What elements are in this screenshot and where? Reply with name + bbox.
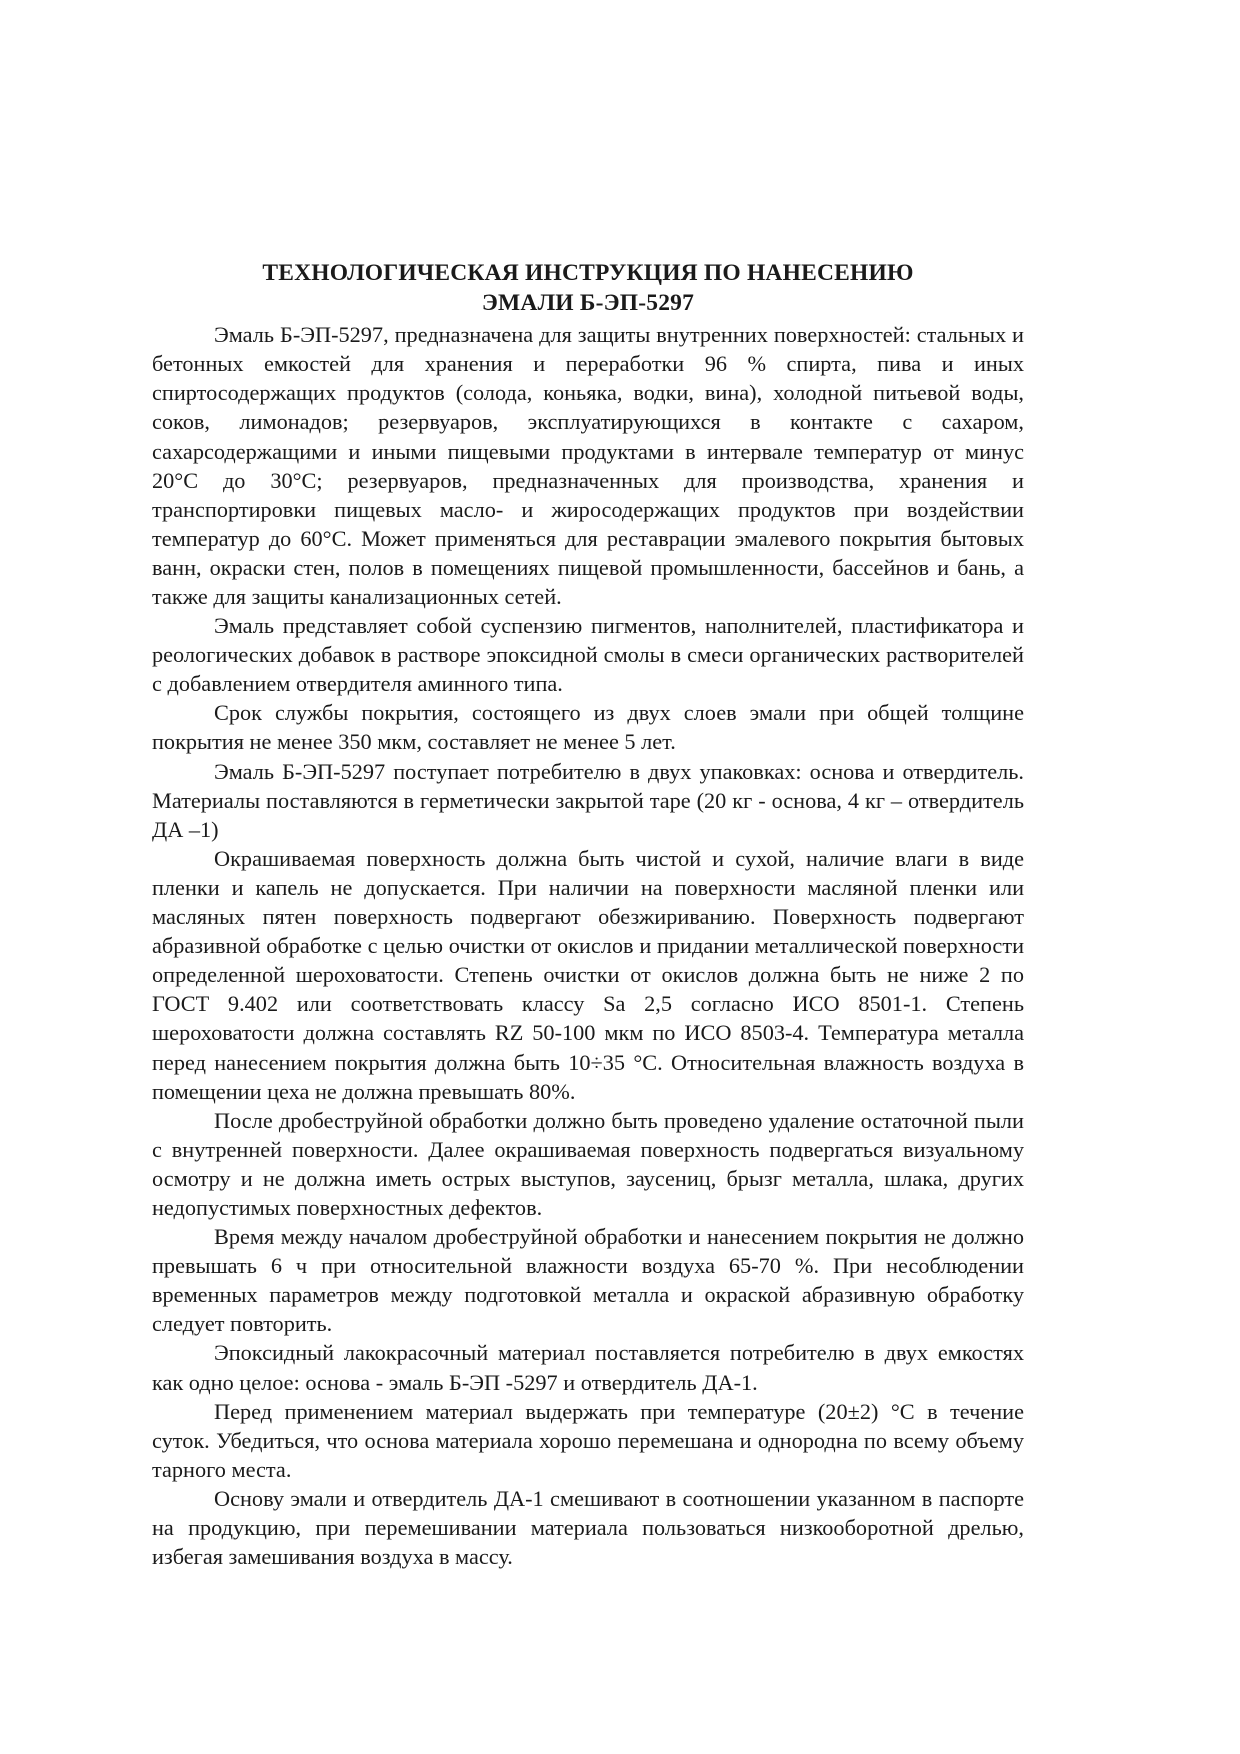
paragraph-2: Эмаль представляет собой суспензию пигментов, наполнителей, пластификатора и реологических добавок в растворе эпоксидной смолы в смеси органических растворителей с добавлением отвердителя аминного типа. (152, 613, 1024, 697)
paragraph-4: Эмаль Б-ЭП-5297 поступает потребителю в двух упаковках: основа и отвердитель. Материалы поставляются в герметически закрытой таре (20 кг - основа, 4 кг – отвердитель ДА –1) (152, 758, 1024, 842)
paragraph-7: Время между началом дробеструйной обработки и нанесением покрытия не должно превышать 6 ч при относительной влажности воздуха 65-70 %. При несоблюдении временных параметров между подготовкой металла и окраской абразивную обработку следует повторить. (152, 1224, 1024, 1337)
document-body (152, 258, 1024, 1571)
paragraph-9: Перед применением материал выдержать при температуре (20±2) °С в течение суток. Убедиться, что основа материала хорошо перемешана и однородна по всему объему тарного места. (152, 1398, 1024, 1482)
paragraph-8: Эпоксидный лакокрасочный материал поставляется потребителю в двух емкостях как одно целое: основа - эмаль Б-ЭП -5297 и отвердитель ДА-1. (152, 1340, 1024, 1395)
paragraph-1: Эмаль Б-ЭП-5297, предназначена для защиты внутренних поверхностей: стальных и бетонных емкостей для хранения и переработки 96 % спирта, пива и иных спиртосодержащих продуктов (солода, коньяка, водки, вина), холодной питьевой воды, соков, лимонадов; резервуаров, эксплуатирующихся в контакте с сахаром, сахарсодержащими и иными пищевыми продуктами в интервале температур от минус 20°С до 30°С; резервуаров, предназначенных для производства, хранения и транспортировки пищевых масло- и жиросодержащих продуктов при воздействии температур до 60°С. Может применяться для реставрации эмалевого покрытия бытовых ванн, окраски стен, полов в помещениях пищевой промышленности, бассейнов и бань, а также для защиты канализационных сетей. (152, 322, 1024, 609)
paragraph-6: После дробеструйной обработки должно быть проведено удаление остаточной пыли с внутренней поверхности. Далее окрашиваемая поверхность подвергаться визуальному осмотру и не должна иметь острых выступов, заусениц, брызг металла, шлака, других недопустимых поверхностных дефектов. (152, 1107, 1024, 1220)
title-line-2: ЭМАЛИ Б-ЭП-5297 (481, 290, 695, 317)
page-title (152, 258, 1024, 318)
paragraph-5: Окрашиваемая поверхность должна быть чистой и сухой, наличие влаги в виде пленки и капель не допускается. При наличии на поверхности масляной пленки или масляных пятен поверхность подвергают обезжириванию. Поверхность подвергают абразивной обработке с целью очистки от окислов и придании металлической поверхности определенной шероховатости. Степень очистки от окислов должна быть не ниже 2 по ГОСТ 9.402 или соответствовать классу Sa 2,5 согласно ИСО 8501-1. Степень шероховатости должна составлять RZ 50-100 мкм по ИСО 8503-4. Температура металла перед нанесением покрытия должна быть 10÷35 °С. Относительная влажность воздуха в помещении цеха не должна превышать 80%. (152, 845, 1024, 1104)
title-line-1: ТЕХНОЛОГИЧЕСКАЯ ИНСТРУКЦИЯ ПО НАНЕСЕНИЮ (262, 260, 914, 286)
paragraph-10: Основу эмали и отвердитель ДА-1 смешивают в соотношении указанном в паспорте на продукцию, при перемешивании материала пользоваться низкооборотной дрелью, избегая замешивания воздуха в массу. (152, 1485, 1024, 1570)
paragraph-3: Срок службы покрытия, состоящего из двух слоев эмали при общей толщине покрытия не менее 350 мкм, составляет не менее 5 лет. (152, 700, 1024, 755)
